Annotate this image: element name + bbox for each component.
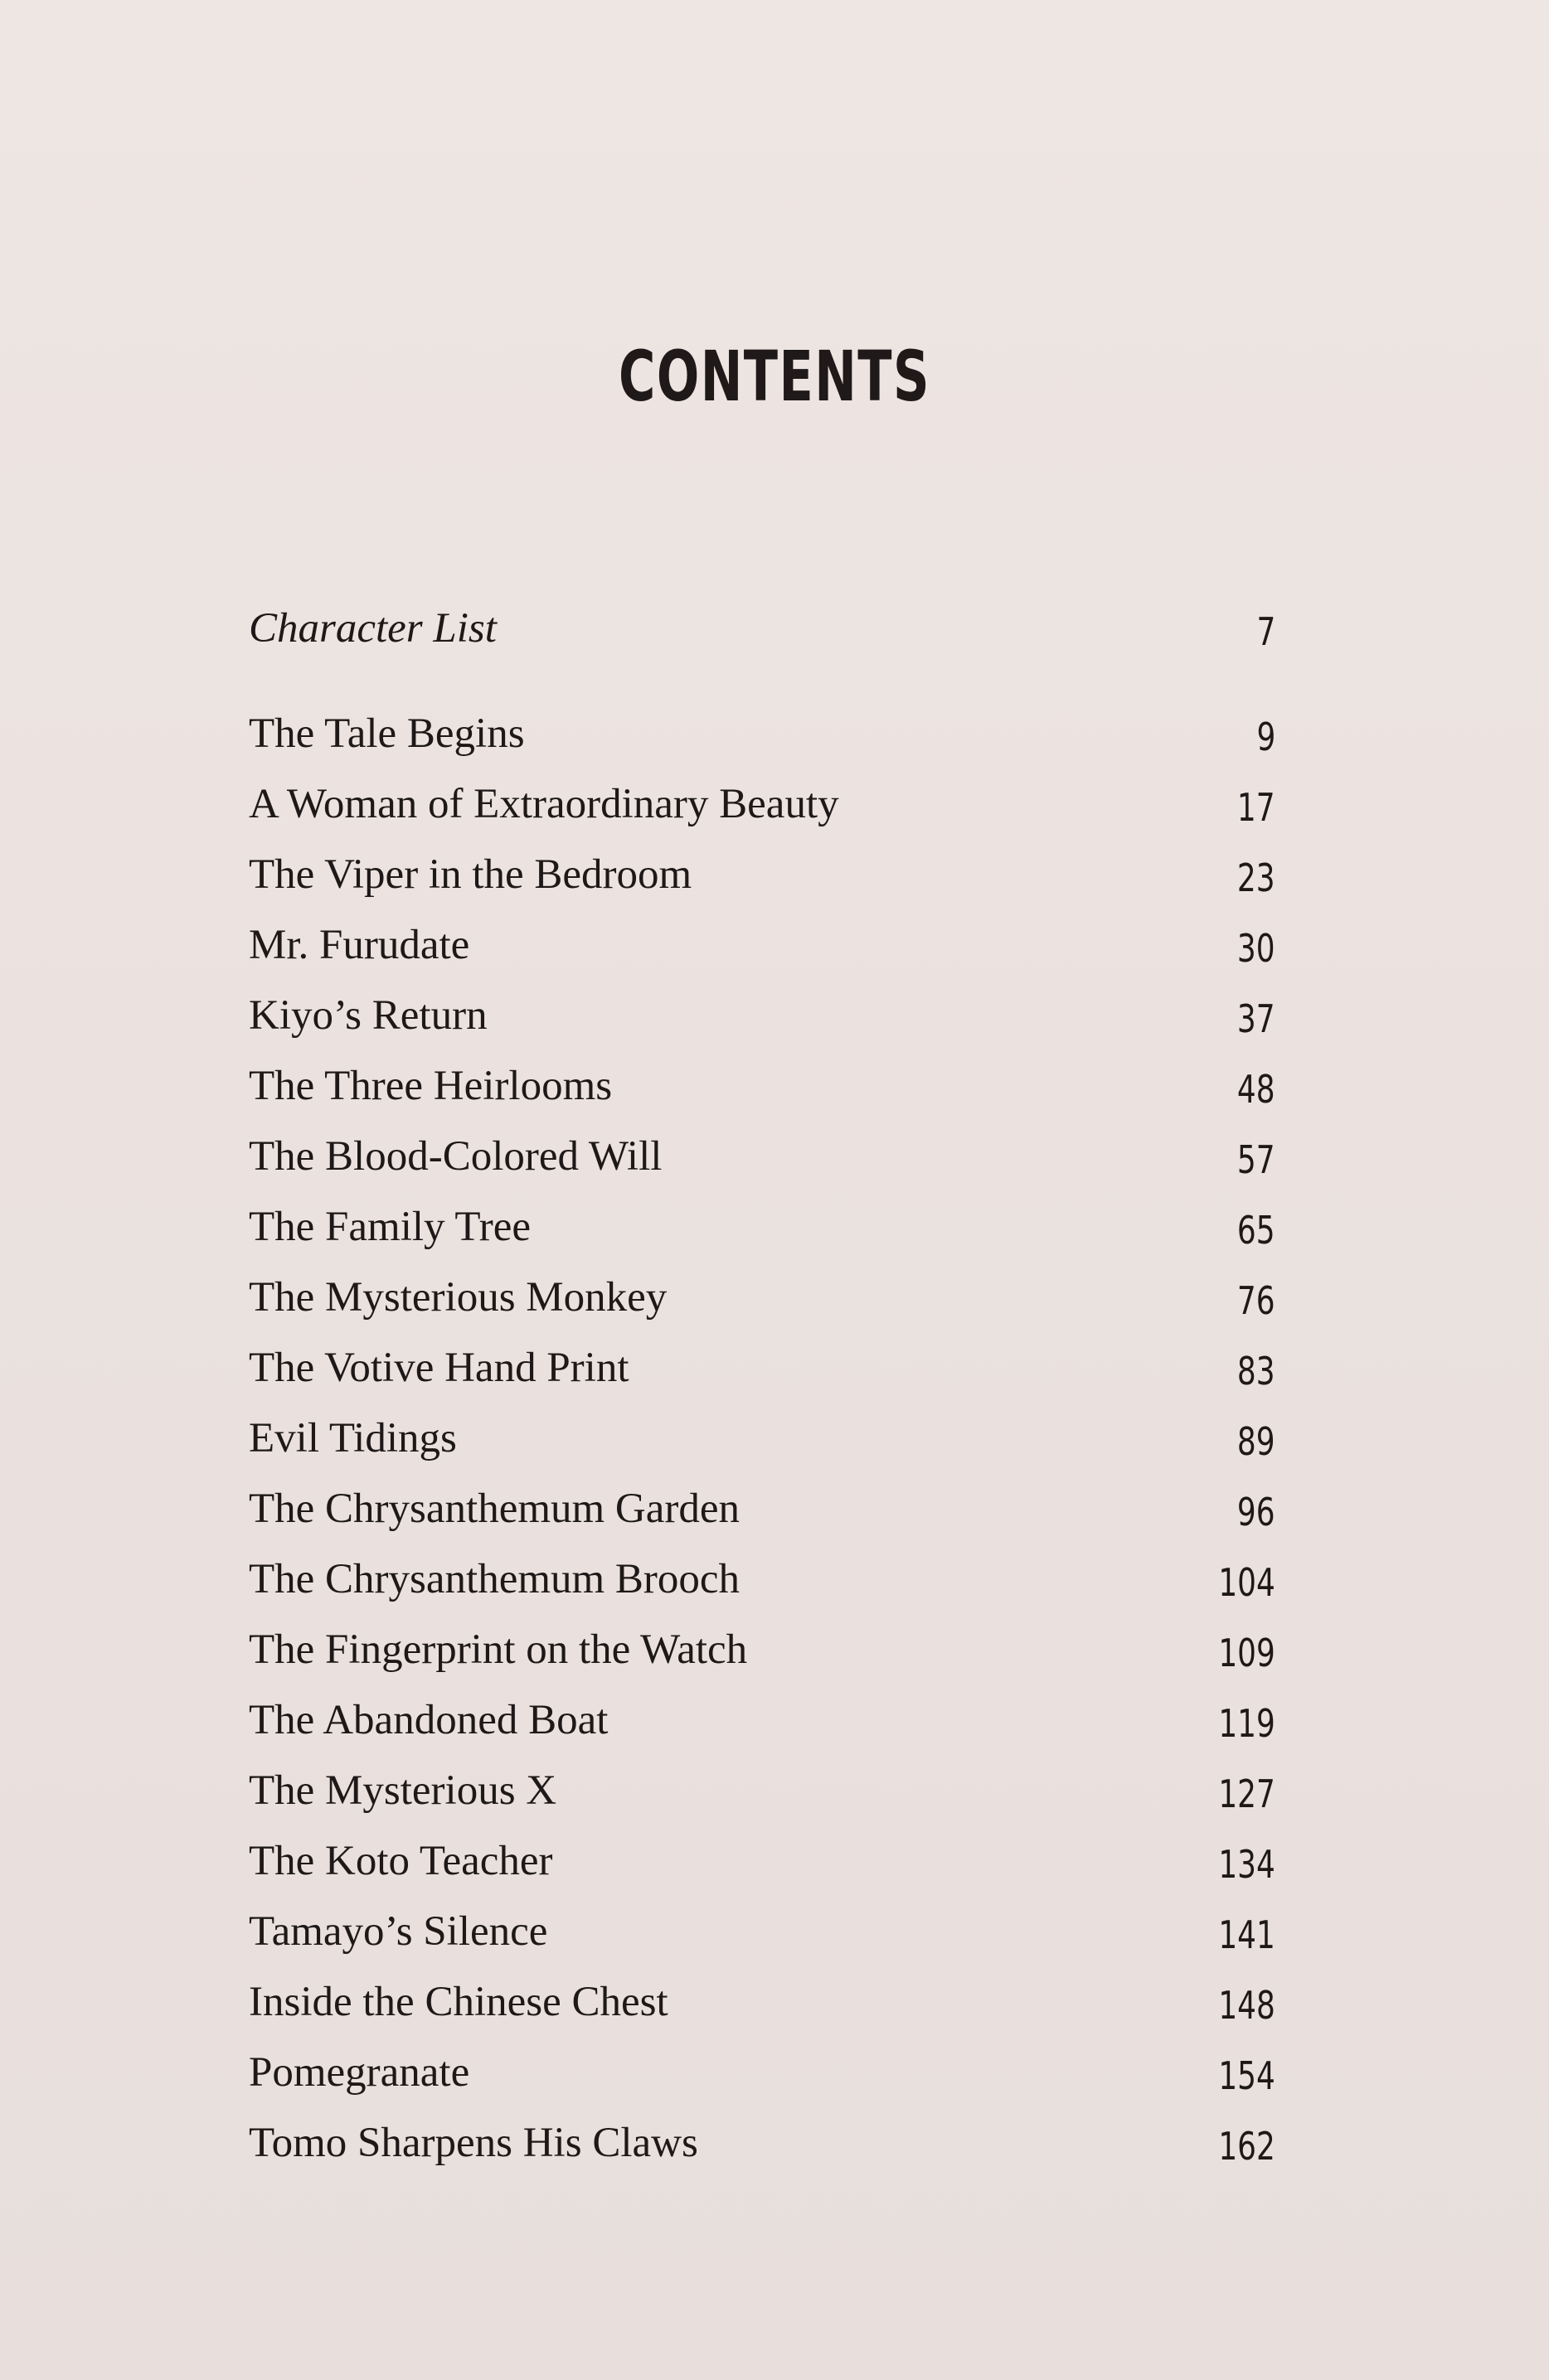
toc-entry	[249, 2045, 1275, 2103]
toc-entry-page: 17	[1237, 785, 1275, 830]
toc-entry	[249, 1481, 1275, 1539]
toc-entry-page: 127	[1218, 1772, 1275, 1816]
toc-entry-page: 96	[1237, 1490, 1275, 1534]
toc-entry-page: 9	[1256, 715, 1275, 759]
toc-entry-title: The Koto Teacher	[249, 1838, 553, 1884]
toc-entry-title: Tomo Sharpens His Claws	[249, 2120, 698, 2166]
toc-entry-title: The Mysterious X	[249, 1767, 557, 1814]
toc-entry	[249, 1834, 1275, 1892]
toc-entry-page: 119	[1218, 1701, 1275, 1746]
toc-entry-page: 57	[1237, 1137, 1275, 1182]
toc-entry-title: The Abandoned Boat	[249, 1697, 609, 1743]
toc-entry-page: 104	[1218, 1560, 1275, 1605]
toc-entry	[249, 1059, 1275, 1117]
toc-entry	[249, 1411, 1275, 1469]
toc-entry	[249, 1763, 1275, 1821]
toc-entry-page: 148	[1218, 1983, 1275, 2028]
toc-entry-title: The Chrysanthemum Garden	[249, 1486, 741, 1532]
toc-entry-title: The Family Tree	[249, 1204, 531, 1250]
toc-entry-title: The Tale Begins	[249, 710, 525, 757]
toc-entry-page: 23	[1237, 856, 1275, 900]
toc-entry	[249, 988, 1275, 1046]
toc-entry-page: 154	[1218, 2053, 1275, 2098]
toc-entry-page: 89	[1237, 1419, 1275, 1464]
toc-entry-title: Evil Tidings	[249, 1415, 457, 1461]
toc-entry-title: The Three Heirlooms	[249, 1063, 613, 1109]
toc-entry-page: 48	[1237, 1067, 1275, 1112]
toc-entry-title: The Viper in the Bedroom	[249, 851, 692, 898]
toc-entry-title: Tamayo’s Silence	[249, 1908, 548, 1955]
toc-entry-title: The Mysterious Monkey	[249, 1274, 668, 1321]
toc-entry	[249, 1975, 1275, 2033]
toc-entry	[249, 1552, 1275, 1610]
toc-entry-page: 83	[1237, 1349, 1275, 1394]
toc-entry	[249, 1693, 1275, 1751]
toc-entry-title: Kiyo’s Return	[249, 992, 488, 1039]
toc-entry-page: 76	[1237, 1278, 1275, 1323]
toc-entry	[249, 706, 1275, 764]
toc-entry-page: 7	[1256, 609, 1275, 654]
contents-heading: CONTENTS	[619, 336, 930, 417]
toc-entry	[249, 2116, 1275, 2174]
toc-entry-page: 109	[1218, 1631, 1275, 1675]
toc-entry-page: 162	[1218, 2124, 1275, 2169]
toc-entry	[249, 1904, 1275, 1962]
toc-entry	[249, 1270, 1275, 1328]
toc-entry-title: The Fingerprint on the Watch	[249, 1626, 748, 1673]
toc-entry	[249, 601, 1275, 659]
toc-entry	[249, 777, 1275, 835]
toc-entry-title: Mr. Furudate	[249, 922, 470, 968]
toc-entry-title: Inside the Chinese Chest	[249, 1979, 668, 2025]
toc-entry-title: Character List	[249, 605, 497, 652]
toc-entry-page: 30	[1237, 926, 1275, 971]
toc-entry-page: 37	[1237, 996, 1275, 1041]
toc-entry	[249, 1340, 1275, 1398]
toc-entry	[249, 1129, 1275, 1187]
toc-entry-page: 65	[1237, 1208, 1275, 1253]
toc-entry	[249, 1200, 1275, 1258]
toc-entry-page: 141	[1218, 1912, 1275, 1957]
toc-entry	[249, 847, 1275, 905]
toc-entry-title: Pomegranate	[249, 2049, 470, 2096]
toc-entry-title: The Chrysanthemum Brooch	[249, 1556, 741, 1602]
toc-entry-title: A Woman of Extraordinary Beauty	[249, 781, 839, 827]
toc-entry	[249, 1622, 1275, 1680]
toc-entry-title: The Blood-Colored Will	[249, 1133, 663, 1180]
toc-entry-page: 134	[1218, 1842, 1275, 1887]
toc-entry-title: The Votive Hand Print	[249, 1345, 629, 1391]
toc-entry	[249, 918, 1275, 976]
